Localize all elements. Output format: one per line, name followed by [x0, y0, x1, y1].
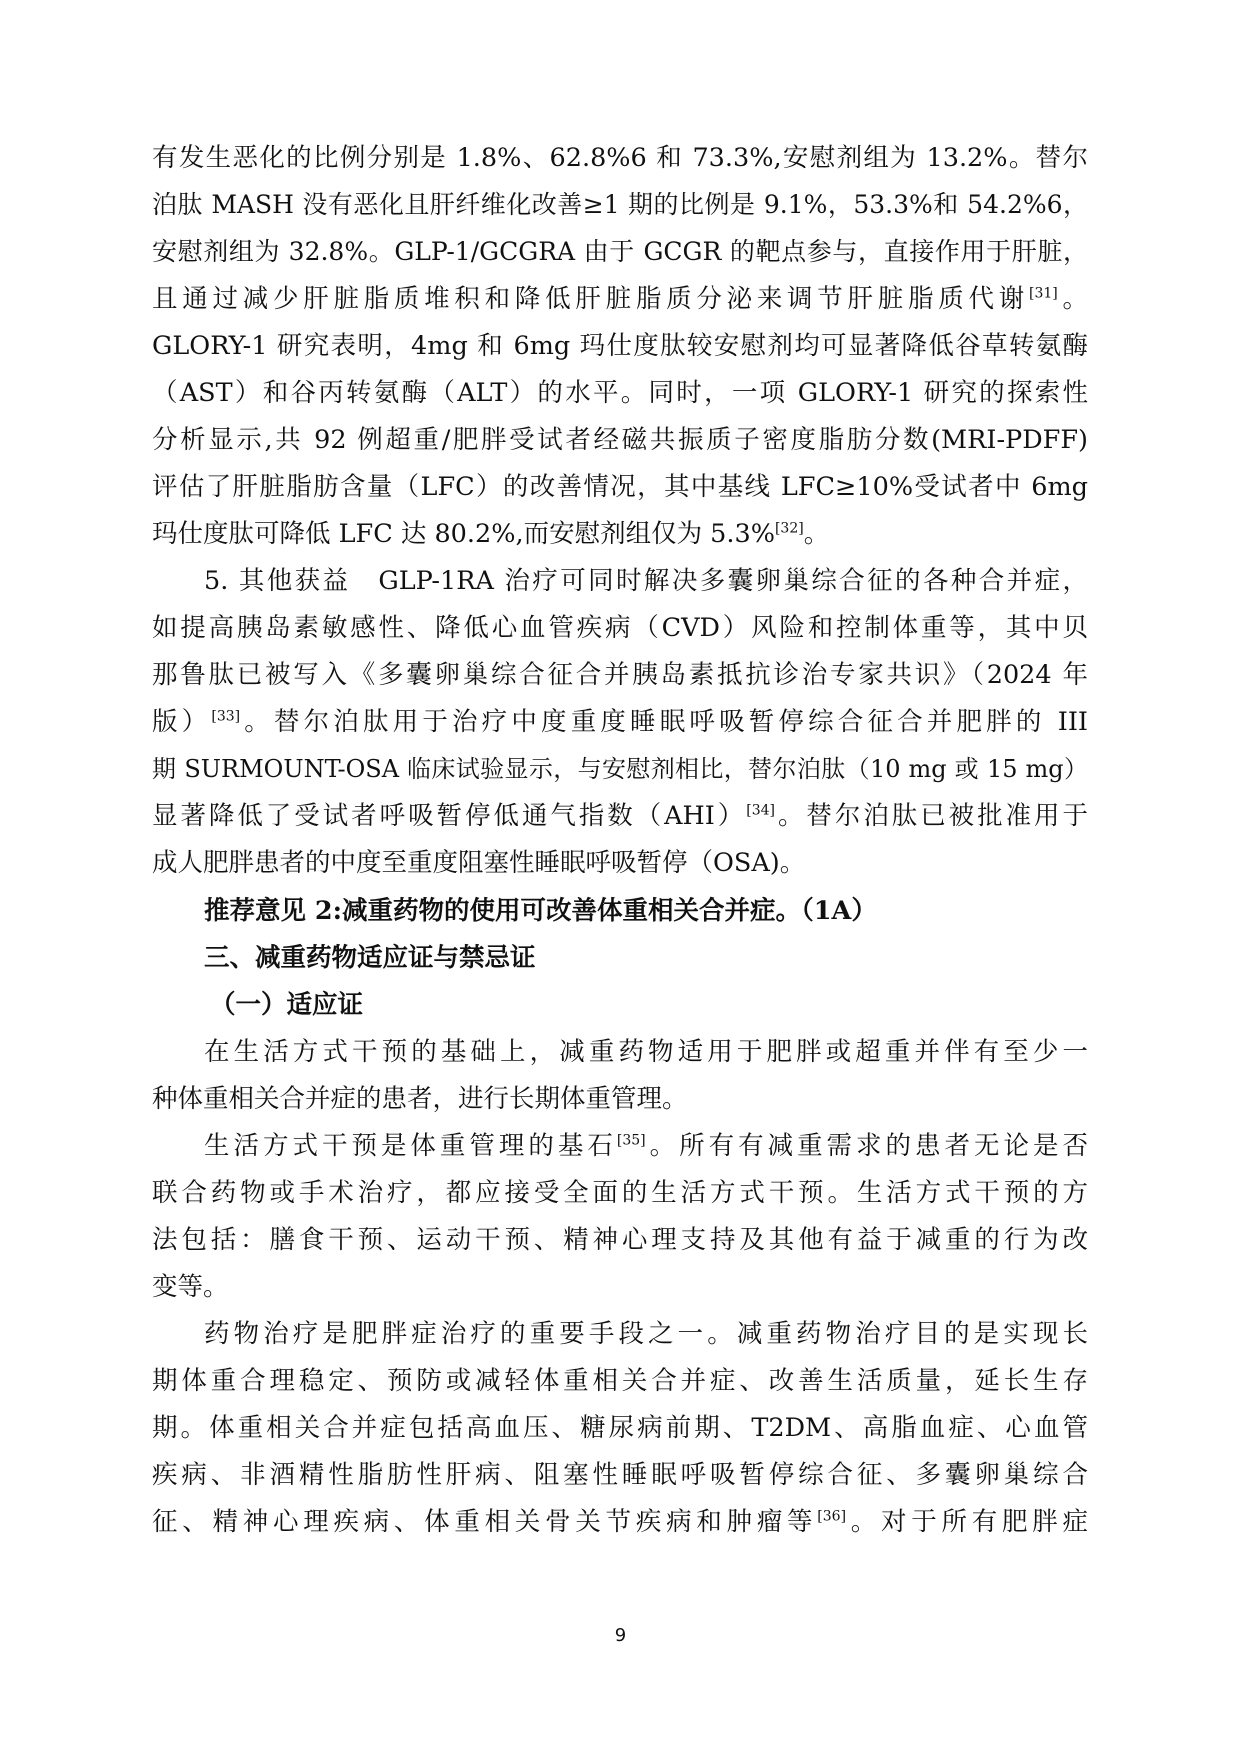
- citation-ref: [34]: [746, 802, 776, 819]
- text-line: [204, 1128, 1088, 1164]
- text-line: 有发生恶化的比例分别是 1.8%、62.8%6 和 73.3%,安慰剂组为 13.2%。替尔: [152, 143, 1088, 173]
- section-heading: 三、减重药物适应证与禁忌证: [204, 943, 536, 973]
- text-line: 成人肥胖患者的中度至重度阻塞性睡眠呼吸暂停（OSA)。: [152, 848, 806, 878]
- text-segment: 版）: [152, 707, 212, 737]
- text-segment: 生活方式干预是体重管理的基石: [204, 1131, 617, 1161]
- text-line: （AST）和谷丙转氨酶（ALT）的水平。同时，一项 GLORY-1 研究的探索性: [152, 378, 1088, 408]
- text-line: 变等。: [152, 1272, 229, 1302]
- text-line: 期 SURMOUNT-OSA 临床试验显示，与安慰剂相比，替尔泊肽（10 mg 或 15 mg）: [152, 755, 1088, 783]
- text-line: GLORY-1 研究表明，4mg 和 6mg 玛仕度肽较安慰剂均可显著降低谷草转氨酶: [152, 331, 1088, 361]
- text-line: 分析显示,共 92 例超重/肥胖受试者经磁共振质子密度脂肪分数(MRI-PDFF): [152, 425, 1088, 455]
- citation-ref: [33]: [211, 708, 241, 725]
- text-line: 期。体重相关合并症包括高血压、糖尿病前期、T2DM、高脂血症、心血管: [152, 1413, 1088, 1443]
- subsection-heading: （一）适应证: [210, 990, 364, 1020]
- citation-ref: [36]: [817, 1508, 847, 1525]
- text-line: 如提高胰岛素敏感性、降低心血管疾病（CVD）风险和控制体重等，其中贝: [152, 613, 1088, 643]
- text-line: 联合药物或手术治疗，都应接受全面的生活方式干预。生活方式干预的方: [152, 1178, 1088, 1208]
- text-line: 疾病、非酒精性脂肪性肝病、阻塞性睡眠呼吸暂停综合征、多囊卵巢综合: [152, 1460, 1088, 1490]
- text-line: 种体重相关合并症的患者，进行长期体重管理。: [152, 1084, 688, 1114]
- text-line: 那鲁肽已被写入《多囊卵巢综合征合并胰岛素抵抗诊治专家共识》（2024 年: [152, 660, 1088, 690]
- text-segment: 征、精神心理疾病、体重相关骨关节疾病和肿瘤等: [152, 1507, 818, 1537]
- text-line: 在生活方式干预的基础上，减重药物适用于肥胖或超重并伴有至少一: [204, 1037, 1088, 1067]
- text-line: [152, 704, 1088, 740]
- recommendation-heading: 推荐意见 2:减重药物的使用可改善体重相关合并症。（1A）: [204, 896, 877, 926]
- text-line: [152, 1504, 1088, 1540]
- text-line: 安慰剂组为 32.8%。GLP-1/GCGRA 由于 GCGR 的靶点参与，直接作用于肝脏，: [152, 237, 1088, 266]
- text-segment: 且通过减少肝脏脂质堆积和降低肝脏脂质分泌来调节肝脏脂质代谢: [152, 284, 1029, 314]
- citation-ref: [32]: [774, 520, 804, 537]
- text-line: 5. 其他获益 GLP-1RA 治疗可同时解决多囊卵巢综合征的各种合并症，: [204, 566, 1088, 596]
- citation-ref: [35]: [616, 1132, 646, 1149]
- text-line: 期体重合理稳定、预防或减轻体重相关合并症、改善生活质量，延长生存: [152, 1366, 1088, 1396]
- text-line: 法包括：膳食干预、运动干预、精神心理支持及其他有益于减重的行为改: [152, 1225, 1088, 1255]
- text-line: 药物治疗是肥胖症治疗的重要手段之一。减重药物治疗目的是实现长: [204, 1319, 1088, 1349]
- text-segment: 显著降低了受试者呼吸暂停低通气指数（AHI）: [152, 801, 747, 831]
- text-segment: 。: [1057, 284, 1088, 314]
- text-segment: 。对于所有肥胖症: [846, 1507, 1088, 1537]
- page-number: 9: [614, 1625, 627, 1646]
- text-segment: 。替尔泊肽已被批准用于: [775, 801, 1088, 831]
- citation-ref: [31]: [1028, 285, 1058, 302]
- text-line: [152, 516, 1088, 552]
- text-line: 评估了肝脏脂肪含量（LFC）的改善情况，其中基线 LFC≥10%受试者中 6mg: [152, 472, 1088, 502]
- text-segment: 玛仕度肽可降低 LFC 达 80.2%,而安慰剂组仅为 5.3%: [152, 519, 775, 549]
- text-line: [152, 281, 1088, 317]
- text-segment: 。: [803, 519, 830, 549]
- text-segment: 。所有有减重需求的患者无论是否: [645, 1131, 1088, 1161]
- text-segment: 。替尔泊肽用于治疗中度重度睡眠呼吸暂停综合征合并肥胖的 III: [240, 707, 1088, 737]
- text-line: 泊肽 MASH 没有恶化且肝纤维化改善≥1 期的比例是 9.1%，53.3%和 54.2%6，: [152, 190, 1088, 219]
- text-line: [152, 798, 1088, 834]
